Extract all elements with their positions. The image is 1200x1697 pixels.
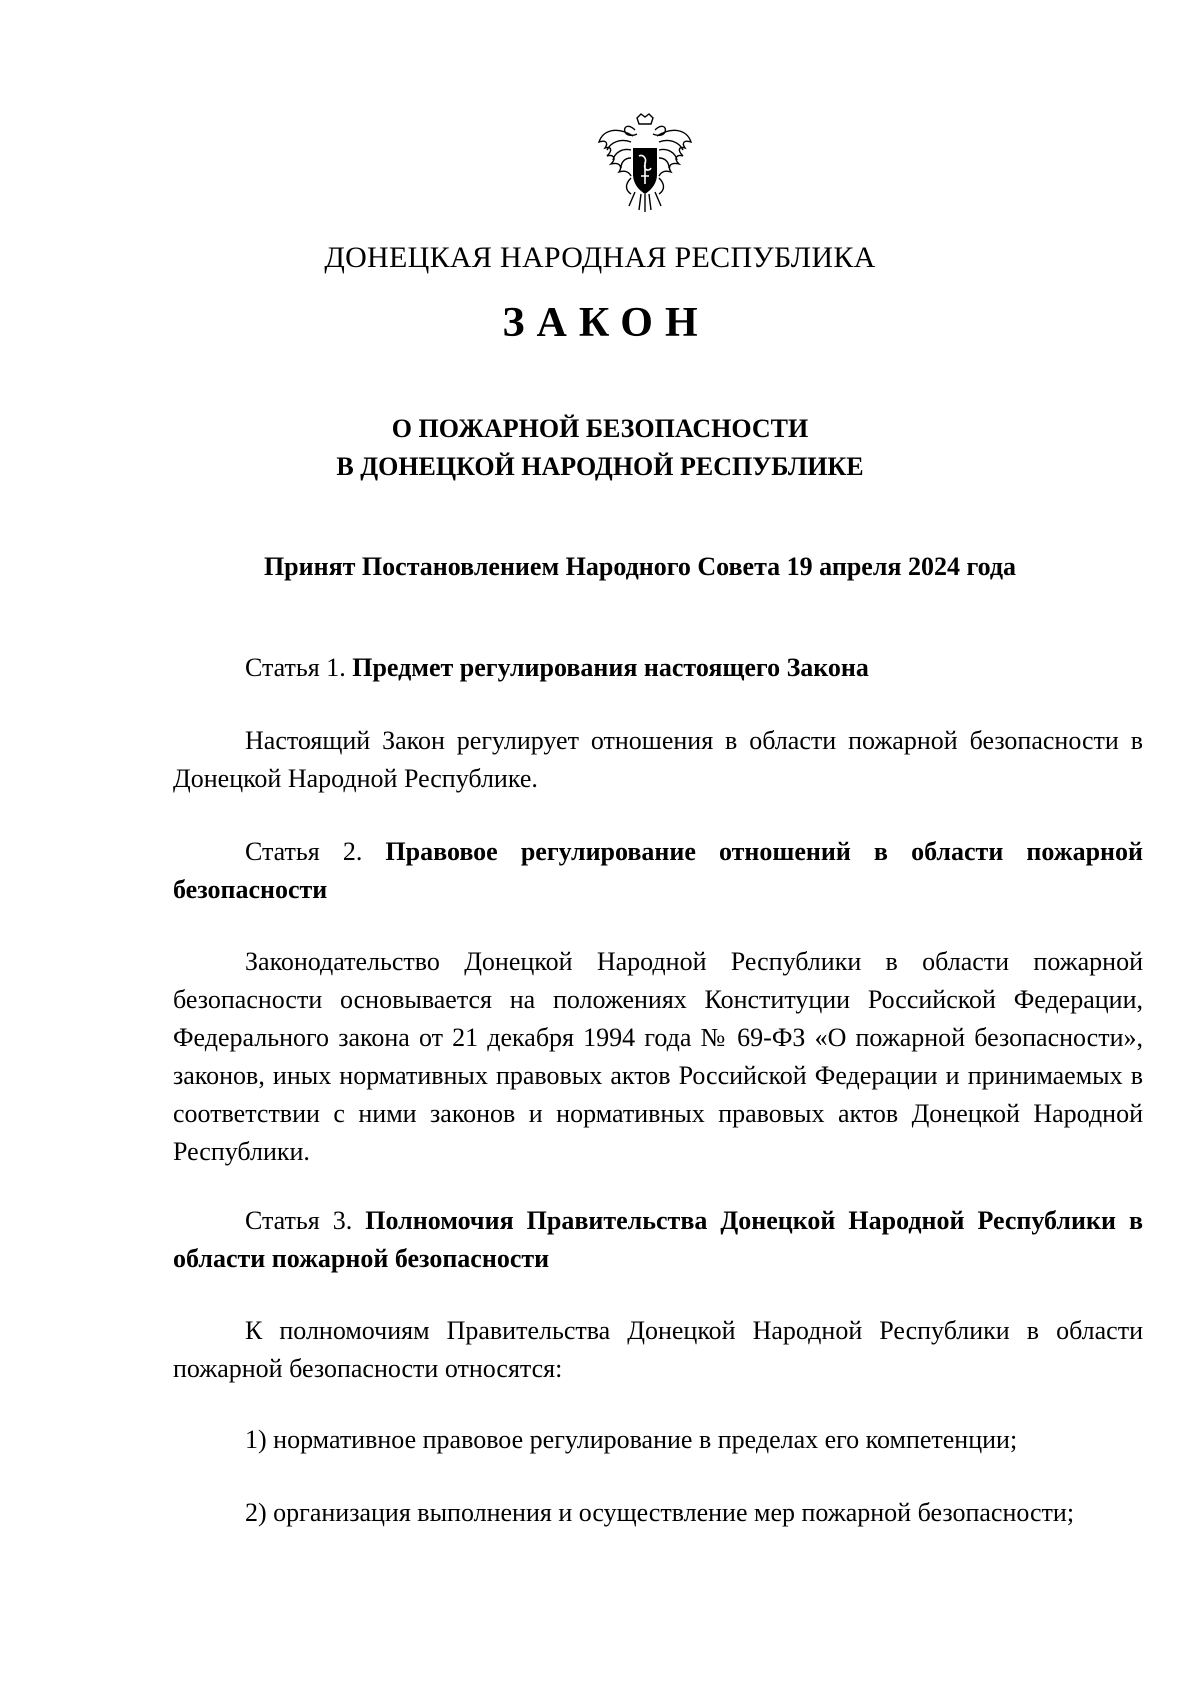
article-number: Статья 1. [245,653,346,682]
law-title-line-1: О ПОЖАРНОЙ БЕЗОПАСНОСТИ [391,414,809,443]
list-item: 1) нормативное правовое регулирование в пределах его компетенции; [245,1425,1018,1454]
article-3-body: К полномочиям Правительства Донецкой Народной Республики в области пожарной безопасности относятся: [173,1316,1143,1383]
coat-of-arms-emblem [595,112,695,214]
article-number: Статья 3. [245,1206,353,1235]
adoption-note: Принят Постановлением Народного Совета 19 апреля 2024 года [263,552,1017,581]
document-type: ЗАКОН [502,300,710,346]
article-title: Правовое регулирование отношений в области пожарной безопасности [173,837,1143,904]
article-2-heading [173,833,1143,909]
article-title: Предмет регулирования настоящего Закона [352,653,869,682]
article-1-body: Настоящий Закон регулирует отношения в области пожарной безопасности в Донецкой Народной Республике. [173,726,1143,793]
article-title: Полномочия Правительства Донецкой Народной Республики в области пожарной безопасности [173,1206,1143,1273]
article-number: Статья 2. [245,837,363,866]
list-item: 2) организация выполнения и осуществление мер пожарной безопасности; [245,1498,1075,1527]
article-1-heading [173,649,1143,687]
law-title-line-2: В ДОНЕЦКОЙ НАРОДНОЙ РЕСПУБЛИКЕ [336,452,864,481]
republic-name: ДОНЕЦКАЯ НАРОДНАЯ РЕСПУБЛИКА [324,241,876,274]
article-2-body: Законодательство Донецкой Народной Республики в области пожарной безопасности основывается на положениях Конституции Российской Федерации, Федерального закона от 21 декабря 1994 года № 69-ФЗ «О пожарной безопасности», законов, иных нормативных правовых актов Российской Федерации и принимаемых в соответствии с ними законов и нормативных правовых актов Донецкой Народной Республики. [173,947,1143,1166]
article-3-heading [173,1202,1143,1278]
